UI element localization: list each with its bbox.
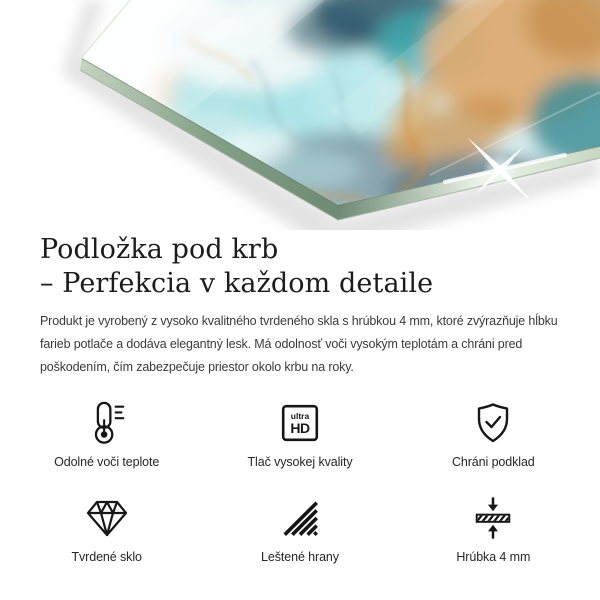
page-title xyxy=(40,233,433,301)
description-line1: Produkt je vyrobený z vysoko kvalitného tvrdeného skla s hrúbkou 4 mm, ktoré zvýrazňuje hĺbku xyxy=(40,314,558,328)
feature-tempered-glass xyxy=(10,495,203,564)
description-line2: farieb potlače a dodáva elegantný lesk. Má odolnosť voči vysokým teplotám a chráni pred xyxy=(40,337,523,351)
glass-panel-image xyxy=(0,0,600,230)
diamond-icon xyxy=(84,495,130,541)
feature-label: Chráni podklad xyxy=(451,455,535,469)
shield-check-icon xyxy=(473,400,513,446)
thickness-arrows-icon xyxy=(471,495,515,541)
thermometer-heat-icon xyxy=(85,400,129,446)
feature-label: Tvrdené sklo xyxy=(71,550,142,564)
product-description xyxy=(40,310,580,379)
feature-label: Leštené hrany xyxy=(261,550,339,564)
page-title-line1: Podložka pod krb xyxy=(40,234,279,265)
polished-edges-icon xyxy=(279,495,321,541)
product-photo xyxy=(0,0,600,230)
description-line3: poškodením, čím zabezpečuje priestor okolo krbu na roky. xyxy=(40,360,354,374)
feature-heat-resistant xyxy=(10,400,203,469)
ultra-hd-icon xyxy=(280,400,320,446)
feature-print-quality xyxy=(203,400,396,469)
svg-text:ultra: ultra xyxy=(290,411,310,421)
feature-label: Odolné voči teplote xyxy=(54,455,160,469)
features-grid xyxy=(10,400,590,564)
svg-text:HD: HD xyxy=(290,420,310,436)
page-title-line2: – Perfekcia v každom detaile xyxy=(40,268,434,299)
feature-protects-base xyxy=(397,400,590,469)
feature-label: Tlač vysokej kvality xyxy=(247,455,353,469)
feature-polished-edges xyxy=(203,495,396,564)
feature-thickness xyxy=(397,495,590,564)
feature-label: Hrúbka 4 mm xyxy=(456,550,531,564)
